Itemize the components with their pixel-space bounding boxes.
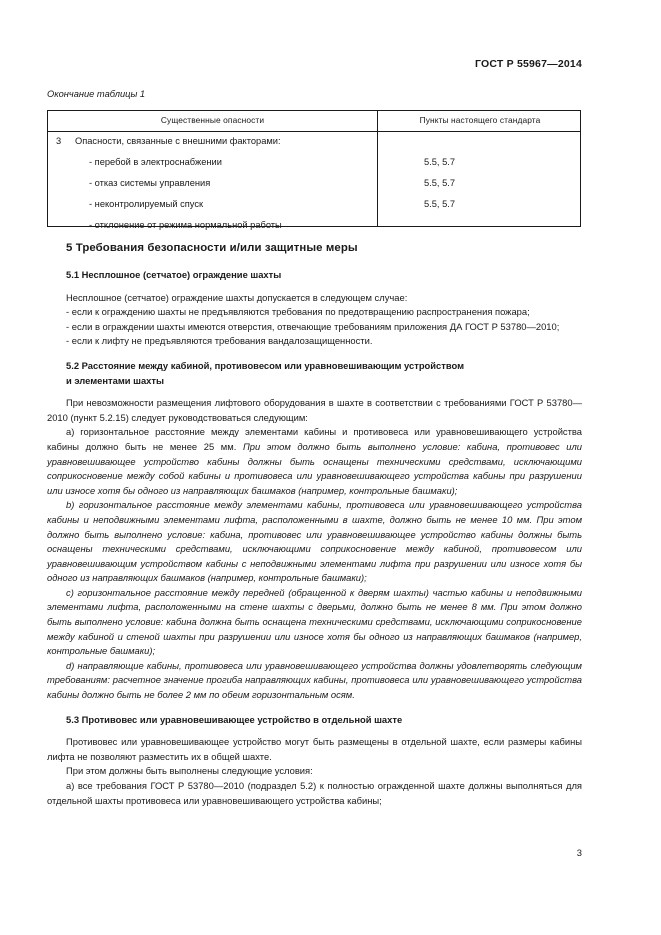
- table-row: [47, 174, 581, 195]
- paragraph-5-2-item-c: c) горизонтальное расстояние между передней (обращенной к дверям шахты) частью кабины и неподвижными элементами лифта, расположенными на стене шахты с дверьми, должно быть не менее 8 мм. При этом должно быть выполнено условие: кабина должна быть оснащена техническими средствами, исключающими соприкосновение между кабиной и стеной шахты при разрушении или износе хотя бы одного из направляющих башмаков (например, контрольные башмаки);: [47, 586, 582, 657]
- subsection-heading-5-2-line1: 5.2 Расстояние между кабиной, противовесом или уравновешивающим устройством: [66, 359, 465, 371]
- table-row: [47, 153, 581, 174]
- subsection-heading-5-2-line2: и элементами шахты: [66, 374, 164, 386]
- item-a-roman-part: а) горизонтальное расстояние между элементами кабины и противовеса или уравновешивающего устройства кабины должно быть не менее 25 мм.: [47, 426, 582, 452]
- table-caption: Окончание таблицы 1: [47, 89, 146, 99]
- spacer: [47, 256, 582, 268]
- paragraph-5-2-item-a: [47, 425, 582, 498]
- subsection-heading-5-3: 5.3 Противовес или уравновешивающее устройство в отдельной шахте: [66, 713, 403, 725]
- spacer: [47, 349, 582, 359]
- table-row-text: - неконтролируемый спуск: [89, 199, 204, 209]
- table-row-clauses: 5.5, 5.7: [424, 178, 456, 188]
- paragraph-5-3-item-a: а) все требования ГОСТ Р 53780—2010 (подраздел 5.2) к полностью огражденной шахте должны выполняться для отдельной шахты противовеса или уравновешивающего устройства кабины;: [47, 780, 582, 806]
- table-row: [47, 132, 581, 153]
- table-row-text: - перебой в электроснабжении: [89, 157, 222, 167]
- table-row-number: 3: [56, 136, 62, 146]
- table-row-text: - отклонение от режима нормальной работы: [89, 220, 282, 230]
- table-header-row: [47, 110, 582, 130]
- spacer: [47, 283, 582, 291]
- hazards-table-body: [47, 132, 581, 230]
- paragraph-5-1-item-a: - если к ограждению шахты не предъявляются требования по предотвращению распространения пожара;: [66, 306, 530, 318]
- table-row-text: Опасности, связанные с внешними факторами:: [75, 136, 281, 146]
- paragraph-5-1-item-b: - если в ограждении шахты имеются отверстия, отвечающие требованиям приложения ДА ГОСТ Р 53780—2010;: [66, 320, 560, 332]
- table-row-text: - отказ системы управления: [89, 178, 211, 188]
- subsection-heading-5-1: 5.1 Несплошное (сетчатое) ограждение шахты: [66, 269, 282, 280]
- paragraph-5-2-item-d: d) направляющие кабины, противовеса или уравновешивающего устройства должны удовлетворять следующим требованиям: расчетное значение прогиба направляющих кабины, противовеса или уравновешивающего устройства кабины должно быть не более 2 мм по обеим горизонтальным осям.: [47, 659, 582, 701]
- table-row-clauses: 5.5, 5.7: [424, 157, 456, 167]
- paragraph-5-2-item-b: b) горизонтальное расстояние между элементами кабины, противовеса или уравновешивающего устройства кабины и неподвижными элементами лифта, расположенными в шахте, должно быть не менее 10 мм. При этом должно быть выполнено условие: кабина, противовес или уравновешивающее устройство кабины должны быть оснащены техническими средствами, исключающими соприкосновение между кабиной, противовесом или уравновешивающим устройством кабины с неподвижными элементами лифта при разрушении или износе хотя бы одного из направляющих башмаков (например, контрольные башмаки);: [47, 499, 582, 584]
- page-number: 3: [576, 847, 582, 858]
- table-row: [47, 216, 581, 237]
- running-head: ГОСТ Р 55967—2014: [474, 58, 582, 70]
- paragraph-5-3-lead: Противовес или уравновешивающее устройство могут быть размещены в отдельной шахте, если размеры кабины лифта не позволяют разместить их в общей шахте.: [47, 736, 582, 762]
- spacer: [47, 703, 582, 713]
- spacer: [47, 727, 582, 735]
- section-heading-5: 5 Требования безопасности и/или защитные меры: [66, 242, 358, 254]
- spacer: [47, 388, 582, 396]
- item-a-italic-part: При этом должно быть выполнено условие: кабина, противовес или уравновешивающее устройство кабины должны быть оснащены техническими средствами, исключающими соприкосновение между собой кабины и противовеса или уравновешивающего устройства кабины при разрушении или износе хотя бы одного из направляющих башмаков (например, контрольные башмаки);: [47, 440, 582, 496]
- table-row-clauses: 5.5, 5.7: [424, 199, 456, 209]
- table-header-clauses: Пункты настоящего стандарта: [419, 115, 541, 125]
- table-row: [47, 195, 581, 216]
- hazards-table-header: [47, 110, 582, 130]
- paragraph-5-1-lead: Несплошное (сетчатое) ограждение шахты допускается в следующем случае:: [66, 291, 408, 303]
- paragraph-5-3-conditions-lead: При этом должны быть выполнены следующие условия:: [66, 765, 313, 777]
- table-header-hazards: Существенные опасности: [160, 115, 265, 125]
- paragraph-5-2-lead: При невозможности размещения лифтового оборудования в шахте в соответствии с требованиями ГОСТ Р 53780—2010 (пункт 5.2.15) следует руководствоваться следующим:: [47, 397, 582, 423]
- body-flow: [47, 241, 582, 808]
- paragraph-5-1-item-c: - если к лифту не предъявляются требования вандалозащищенности.: [66, 335, 373, 347]
- page-content: [47, 0, 582, 935]
